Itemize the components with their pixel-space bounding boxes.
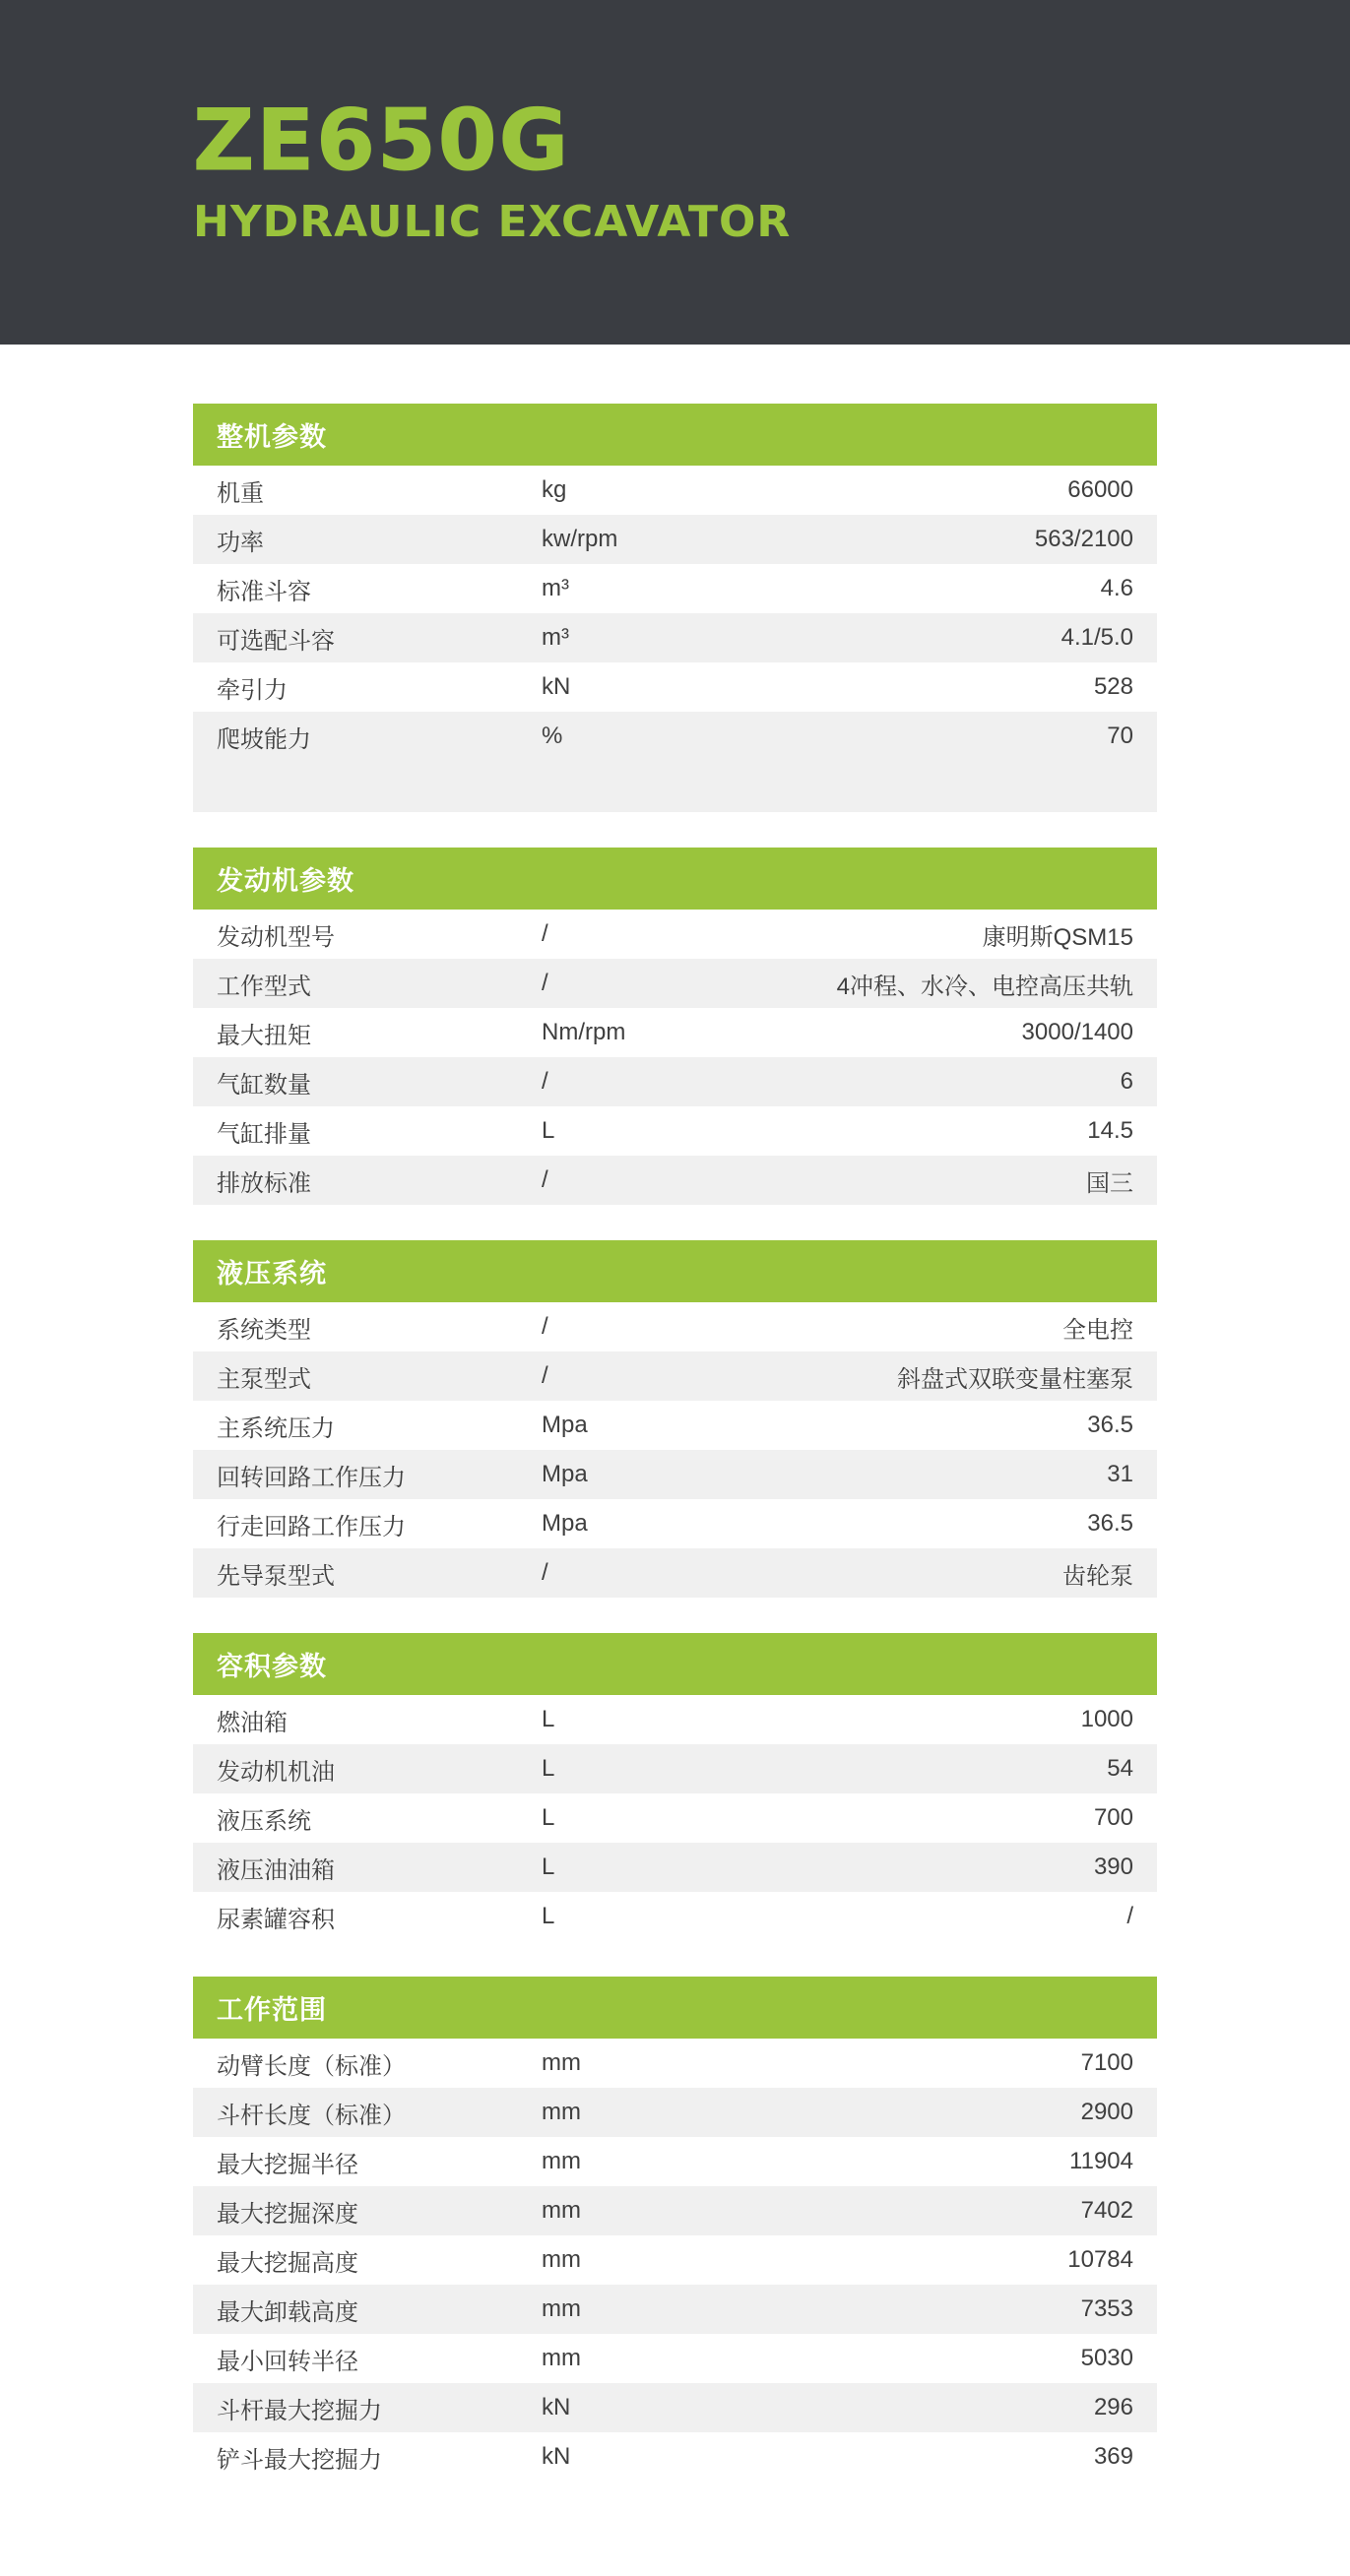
spec-label: 发动机机油 [217,1758,335,1786]
spec-rows [193,466,1157,812]
spec-value: 7402 [1080,2197,1133,2224]
spec-label: 发动机型号 [217,923,335,951]
spec-unit: kw/rpm [542,526,618,552]
table-row [193,2088,1157,2137]
spec-label: 主泵型式 [217,1365,311,1393]
table-row [193,1106,1157,1156]
table-row [193,1843,1157,1892]
spec-value: 54 [1107,1755,1133,1782]
spec-unit: Mpa [542,1461,588,1487]
spec-label: 最大挖掘深度 [217,2200,358,2228]
spec-unit: mm [542,2148,581,2174]
table-row [193,959,1157,1008]
table-row [193,1499,1157,1548]
spec-value: 369 [1093,2443,1133,2470]
spec-label: 尿素罐容积 [217,1906,335,1933]
spec-label: 液压系统 [217,1807,311,1835]
spec-value: 36.5 [1087,1510,1133,1537]
spec-value: 康明斯QSM15 [982,923,1133,951]
spec-label: 功率 [217,529,264,556]
spec-section [193,848,1157,1205]
table-row [193,2383,1157,2432]
spec-unit: L [542,1117,555,1144]
spec-value: 31 [1107,1461,1133,1487]
spec-unit: m³ [542,624,569,651]
spec-unit: L [542,1853,555,1880]
spec-label: 主系统压力 [217,1414,335,1442]
spec-unit: kN [542,673,571,700]
section-title: 容积参数 [193,1633,1157,1695]
spec-unit: % [542,723,563,749]
spec-value: 390 [1093,1853,1133,1880]
table-row [193,1057,1157,1106]
spec-unit: mm [542,2295,581,2322]
table-row [193,1695,1157,1744]
table-row [193,662,1157,712]
spec-label: 爬坡能力 [217,725,311,753]
spec-label: 先导泵型式 [217,1562,335,1590]
spec-value: 全电控 [1062,1316,1133,1344]
spec-value: 5030 [1080,2345,1133,2371]
spec-unit: / [542,1166,548,1193]
spec-unit: kN [542,2443,571,2470]
page-title: ZE650G [193,91,571,190]
section-title: 发动机参数 [193,848,1157,910]
spec-value: 528 [1093,673,1133,700]
spec-rows [193,1695,1157,1941]
spec-label: 排放标准 [217,1169,311,1197]
table-row [193,2235,1157,2285]
spec-unit: / [542,1313,548,1340]
spec-label: 可选配斗容 [217,627,335,655]
table-row [193,2039,1157,2088]
spec-unit: mm [542,2099,581,2125]
section-title: 整机参数 [193,404,1157,466]
spec-label: 铲斗最大挖掘力 [217,2446,382,2474]
spec-label: 行走回路工作压力 [217,1513,406,1540]
section-title: 工作范围 [193,1977,1157,2039]
spec-value: 国三 [1086,1169,1133,1197]
spec-section [193,404,1157,812]
spec-section [193,1240,1157,1598]
spec-label: 气缸数量 [217,1071,311,1099]
spec-value: 296 [1093,2394,1133,2420]
spec-label: 燃油箱 [217,1709,288,1736]
table-row [193,712,1157,761]
spec-unit: / [542,1068,548,1095]
spec-value: 1000 [1080,1706,1133,1732]
spec-unit: kg [542,476,567,503]
spec-value: 4冲程、水冷、电控高压共轨 [836,973,1133,1000]
table-row [193,1401,1157,1450]
spec-value: 66000 [1067,476,1133,503]
spec-label: 牵引力 [217,676,288,704]
spec-value: 7353 [1080,2295,1133,2322]
table-row [193,1892,1157,1941]
spec-label: 最大卸载高度 [217,2298,358,2326]
table-row [193,1548,1157,1598]
table-row [193,1008,1157,1057]
spec-value: 10784 [1067,2246,1133,2273]
spec-value: 4.1/5.0 [1061,624,1133,651]
spec-unit: mm [542,2197,581,2224]
spec-value: / [1126,1903,1133,1929]
spec-unit: mm [542,2049,581,2076]
spec-label: 最大挖掘半径 [217,2151,358,2178]
spec-unit: / [542,970,548,996]
table-row [193,564,1157,613]
spec-rows [193,1302,1157,1598]
spec-value: 14.5 [1087,1117,1133,1144]
spec-unit: kN [542,2394,571,2420]
spec-value: 36.5 [1087,1412,1133,1438]
spec-section [193,1977,1157,2482]
spec-unit: L [542,1903,555,1929]
table-row [193,1351,1157,1401]
spec-unit: mm [542,2345,581,2371]
table-row [193,910,1157,959]
table-row [193,2137,1157,2186]
spec-rows [193,2039,1157,2482]
spec-unit: m³ [542,575,569,601]
spec-value: 2900 [1080,2099,1133,2125]
spec-label: 斗杆最大挖掘力 [217,2397,382,2424]
table-row [193,466,1157,515]
table-row [193,1156,1157,1205]
spec-label: 标准斗容 [217,578,311,605]
spec-label: 最小回转半径 [217,2348,358,2375]
spec-value: 4.6 [1100,575,1133,601]
spec-value: 7100 [1080,2049,1133,2076]
table-row [193,1744,1157,1793]
spec-label: 气缸排量 [217,1120,311,1148]
table-row [193,2334,1157,2383]
table-row [193,1450,1157,1499]
spec-label: 动臂长度（标准） [217,2052,406,2080]
spec-unit: / [542,1559,548,1586]
spec-label: 工作型式 [217,973,311,1000]
spec-value: 6 [1120,1068,1133,1095]
table-row [193,1793,1157,1843]
section-title: 液压系统 [193,1240,1157,1302]
table-row [193,613,1157,662]
spec-sheet [0,345,1350,2576]
spec-value: 齿轮泵 [1062,1562,1133,1590]
spec-label: 最大挖掘高度 [217,2249,358,2277]
table-row-blank [193,761,1157,812]
spec-unit: mm [542,2246,581,2273]
table-row [193,515,1157,564]
spec-unit: Nm/rpm [542,1019,626,1045]
spec-value: 563/2100 [1034,526,1133,552]
spec-label: 斗杆长度（标准） [217,2102,406,2129]
spec-value: 70 [1107,723,1133,749]
table-row [193,2186,1157,2235]
spec-value: 3000/1400 [1021,1019,1133,1045]
table-row [193,2285,1157,2334]
spec-unit: L [542,1804,555,1831]
table-row [193,2432,1157,2482]
spec-section [193,1633,1157,1941]
spec-unit: / [542,1362,548,1389]
spec-value: 11904 [1069,2148,1133,2174]
spec-rows [193,910,1157,1205]
spec-unit: L [542,1706,555,1732]
spec-value: 斜盘式双联变量柱塞泵 [897,1365,1133,1393]
spec-unit: L [542,1755,555,1782]
spec-label: 液压油油箱 [217,1856,335,1884]
spec-unit: Mpa [542,1510,588,1537]
page-subtitle: HYDRAULIC EXCAVATOR [193,196,792,247]
spec-value: 700 [1093,1804,1133,1831]
table-row [193,1302,1157,1351]
spec-unit: / [542,920,548,947]
spec-label: 系统类型 [217,1316,311,1344]
spec-unit: Mpa [542,1412,588,1438]
page-header [0,0,1350,345]
spec-label: 机重 [217,479,264,507]
spec-label: 回转回路工作压力 [217,1464,406,1491]
spec-label: 最大扭矩 [217,1022,311,1049]
